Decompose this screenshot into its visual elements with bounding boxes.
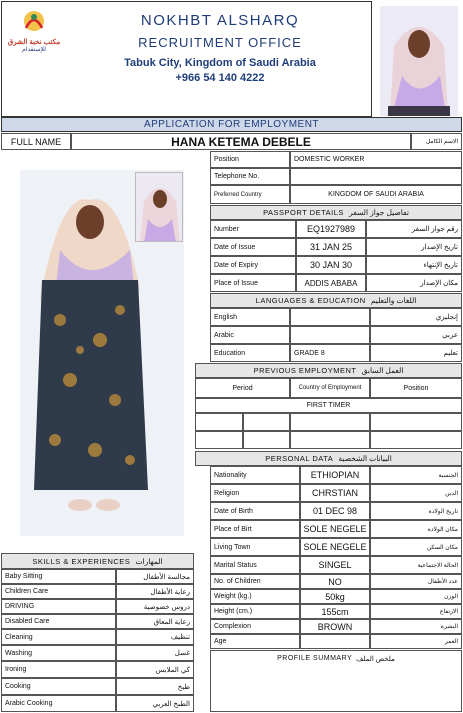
- issue-date-ar: تاريخ الإصدار: [366, 238, 462, 256]
- prev-row-2-b: [243, 431, 290, 449]
- skill-washing: Washing: [1, 645, 116, 661]
- skill-children-care: Children Care: [1, 584, 116, 599]
- nationality-ar: الجنسية: [370, 466, 462, 484]
- full-name-ar: الاسم الكامل: [411, 133, 462, 150]
- age-label: Age: [210, 634, 300, 649]
- skill-baby-sitting: Baby Sitting: [1, 569, 116, 584]
- marital-value: SINGEL: [300, 556, 370, 574]
- weight-ar: الوزن: [370, 589, 462, 604]
- religion-ar: الدين: [370, 484, 462, 502]
- full-name-value: HANA KETEMA DEBELE: [71, 133, 411, 150]
- passport-title: PASSPORT DETAILS: [263, 208, 344, 217]
- office-phone: +966 54 140 4222: [175, 72, 265, 84]
- skill-cooking: Cooking: [1, 678, 116, 695]
- previous-title-ar: العمل السابق: [361, 366, 404, 375]
- skill-cleaning: Cleaning: [1, 629, 116, 645]
- skill-driving: DRIVING: [1, 599, 116, 614]
- prev-row-1-b: [243, 413, 290, 431]
- english-ar: إنجليزي: [370, 308, 462, 326]
- office-info: [70, 12, 370, 84]
- personal-title: PERSONAL DATA: [265, 454, 334, 463]
- profile-summary-box: [210, 650, 462, 712]
- skill-ironing-ar: كي الملابس: [116, 661, 194, 678]
- passport-number-value: EQ1927989: [296, 220, 366, 238]
- birthplace-label: Place of Birt: [210, 520, 300, 538]
- education-ar: تعليم: [370, 344, 462, 362]
- expiry-date-label: Date of Expiry: [210, 256, 296, 274]
- previous-title: PREVIOUS EMPLOYMENT: [253, 366, 357, 375]
- office-type: RECRUITMENT OFFICE: [138, 35, 302, 50]
- previous-section-title: [195, 363, 462, 378]
- expiry-date-ar: تاريخ الإنتهاء: [366, 256, 462, 274]
- skills-title: SKILLS & EXPERIENCES: [32, 556, 131, 566]
- skill-driving-ar: دروس خصوصية: [116, 599, 194, 614]
- living-town-ar: مكان السكن: [370, 538, 462, 556]
- passport-number-label: Number: [210, 220, 296, 238]
- skill-children-care-ar: رعاية الأطفال: [116, 584, 194, 599]
- english-label: English: [210, 308, 290, 326]
- prev-row-2-d: [370, 431, 462, 449]
- logo-text-ar: مكتب نخبة الشرق: [7, 39, 61, 46]
- skill-washing-ar: غسل: [116, 645, 194, 661]
- col-period: Period: [195, 378, 290, 398]
- telephone-value: [290, 168, 462, 185]
- education-value: GRADE 8: [290, 344, 370, 362]
- office-name: NOKHBT ALSHARQ: [140, 12, 300, 29]
- header-headshot-photo: [380, 6, 458, 116]
- languages-title: LANGUAGES & EDUCATION: [255, 296, 366, 305]
- prev-row-1-a: [195, 413, 243, 431]
- complexion-value: BROWN: [300, 619, 370, 634]
- skill-arabic-cooking-ar: الطبخ العربي: [116, 695, 194, 712]
- skills-section-title: [1, 553, 194, 569]
- skill-baby-sitting-ar: مجالسة الأطفال: [116, 569, 194, 584]
- skill-arabic-cooking: Arabic Cooking: [1, 695, 116, 712]
- height-ar: الارتفاع: [370, 604, 462, 619]
- age-ar: العمر: [370, 634, 462, 649]
- profile-summary-title-ar: ملخص الملف: [356, 656, 395, 663]
- issue-date-label: Date of Issue: [210, 238, 296, 256]
- arabic-value: [290, 326, 370, 344]
- form-title: APPLICATION FOR EMPLOYMENT: [1, 117, 462, 132]
- children-value: NO: [300, 574, 370, 589]
- col-country: Country of Employment: [290, 378, 370, 398]
- passport-section-title: [210, 205, 462, 220]
- skill-ironing: Ironing: [1, 661, 116, 678]
- education-label: Education: [210, 344, 290, 362]
- issue-date-value: 31 JAN 25: [296, 238, 366, 256]
- dob-value: 01 DEC 98: [300, 502, 370, 520]
- height-label: Height (cm.): [210, 604, 300, 619]
- marital-label: Marital Status: [210, 556, 300, 574]
- small-headshot-photo: [135, 172, 183, 242]
- birthplace-ar: مكان الولادة: [370, 520, 462, 538]
- telephone-label: Telephone No.: [210, 168, 290, 185]
- complexion-ar: البشرة: [370, 619, 462, 634]
- col-position: Position: [370, 378, 462, 398]
- religion-label: Religion: [210, 484, 300, 502]
- living-town-value: SOLE NEGELE: [300, 538, 370, 556]
- place-issue-ar: مكان الإصدار: [366, 274, 462, 292]
- passport-title-ar: تفاصيل جواز السفر: [349, 208, 409, 217]
- skill-disabled-care: Disabled Care: [1, 614, 116, 629]
- skill-disabled-care-ar: رعاية المعاق: [116, 614, 194, 629]
- children-label: No. of Children: [210, 574, 300, 589]
- full-name-label: FULL NAME: [1, 133, 71, 150]
- office-location: Tabuk City, Kingdom of Saudi Arabia: [124, 57, 316, 69]
- office-logo: [6, 8, 62, 54]
- place-issue-label: Place of Issue: [210, 274, 296, 292]
- position-label: Position: [210, 151, 290, 168]
- logo-sub-ar: للإستقدام: [22, 47, 46, 53]
- dob-ar: تاريخ الولادة: [370, 502, 462, 520]
- personal-title-ar: البيانات الشخصية: [338, 454, 392, 463]
- place-issue-value: ADDIS ABABA: [296, 274, 366, 292]
- languages-title-ar: اللغات والتعليم: [370, 296, 417, 305]
- religion-value: CHRSTIAN: [300, 484, 370, 502]
- skills-title-ar: المهارات: [135, 556, 163, 566]
- first-timer: FIRST TIMER: [195, 398, 462, 413]
- dob-label: Date of Birth: [210, 502, 300, 520]
- nationality-value: ETHIOPIAN: [300, 466, 370, 484]
- height-value: 155cm: [300, 604, 370, 619]
- arabic-ar: عربي: [370, 326, 462, 344]
- skill-cooking-ar: طبخ: [116, 678, 194, 695]
- expiry-date-value: 30 JAN 30: [296, 256, 366, 274]
- prev-row-1-c: [290, 413, 370, 431]
- arabic-label: Arabic: [210, 326, 290, 344]
- living-town-label: Living Town: [210, 538, 300, 556]
- prev-row-1-d: [370, 413, 462, 431]
- passport-number-ar: رقم جواز السفر: [366, 220, 462, 238]
- weight-value: 50kg: [300, 589, 370, 604]
- personal-section-title: [195, 451, 462, 466]
- country-label: Preferred Country: [210, 185, 290, 204]
- skill-cleaning-ar: تنظيف: [116, 629, 194, 645]
- marital-ar: الحالة الاجتماعية: [370, 556, 462, 574]
- age-value: [300, 634, 370, 649]
- complexion-label: Complexion: [210, 619, 300, 634]
- prev-row-2-a: [195, 431, 243, 449]
- english-value: [290, 308, 370, 326]
- position-value: DOMESTIC WORKER: [290, 151, 462, 168]
- country-value: KINGDOM OF SAUDI ARABIA: [290, 185, 462, 204]
- nationality-label: Nationality: [210, 466, 300, 484]
- profile-summary-title: PROFILE SUMMARY: [277, 655, 353, 662]
- prev-row-2-c: [290, 431, 370, 449]
- languages-section-title: [210, 293, 462, 308]
- weight-label: Weight (kg.): [210, 589, 300, 604]
- children-ar: عدد الأطفال: [370, 574, 462, 589]
- birthplace-value: SOLE NEGELE: [300, 520, 370, 538]
